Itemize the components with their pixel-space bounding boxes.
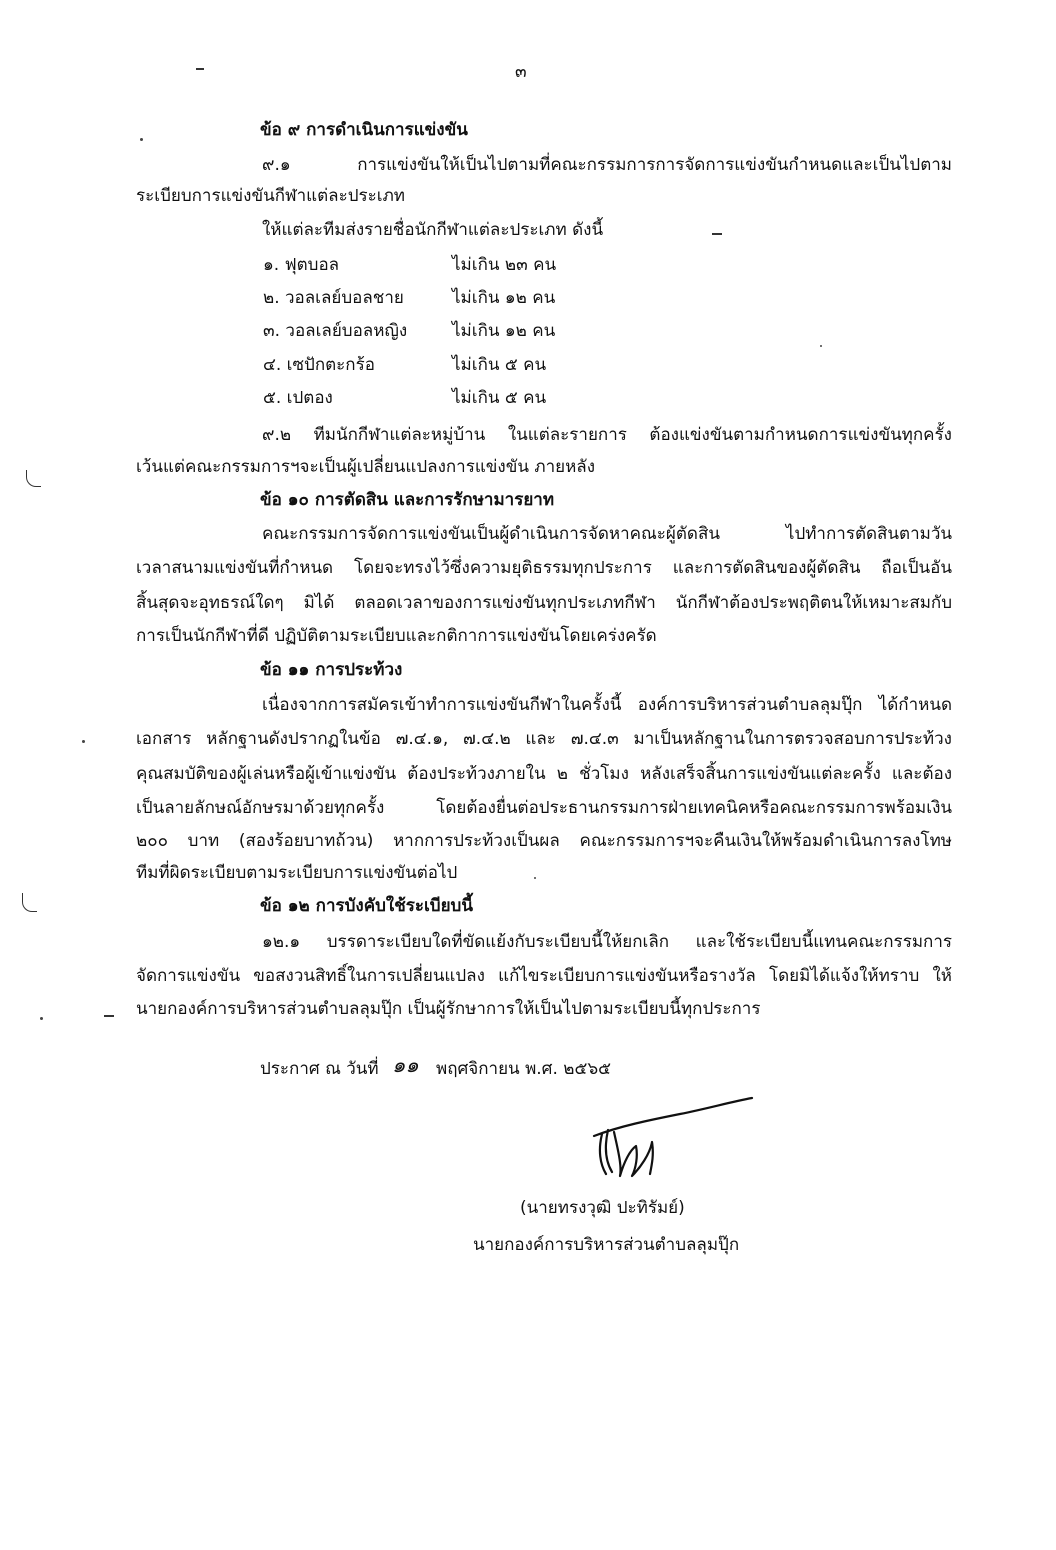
signatory-position: นายกองค์การบริหารส่วนตำบลลุมปุ๊ก	[473, 1235, 740, 1255]
s11-line4: เป็นลายลักษณ์อักษรมาด้วยทุกครั้ง โดยต้องยื่นต่อประธานกรรมการฝ่ายเทคนิคหรือคณะกรรมการพร้อมเงิน	[136, 798, 952, 818]
sport-limit: ไม่เกิน ๕ คน	[452, 388, 547, 408]
sport-name: ๓. วอลเลย์บอลหญิง	[263, 321, 408, 341]
s10-line1: คณะกรรมการจัดการแข่งขันเป็นผู้ดำเนินการจัดหาคณะผู้ตัดสิน ไปทำการตัดสินตามวัน	[262, 524, 952, 544]
scan-mark	[26, 470, 41, 487]
scan-speck	[40, 1017, 43, 1020]
section-10-heading: ข้อ ๑๐ การตัดสิน และการรักษามารยาท	[260, 490, 555, 510]
announce-prefix: ประกาศ ณ วันที่	[260, 1059, 379, 1079]
s12-line3: นายกองค์การบริหารส่วนตำบลลุมปุ๊ก เป็นผู้รักษาการให้เป็นไปตามระเบียบนี้ทุกประการ	[136, 999, 761, 1019]
s11-line5: ๒๐๐ บาท (สองร้อยบาทถ้วน) หากการประท้วงเป็นผล คณะกรรมการฯจะคืนเงินให้พร้อมดำเนินการลงโทษ	[136, 831, 952, 851]
s9-p1-line2: ระเบียบการแข่งขันกีฬาแต่ละประเภท	[136, 186, 405, 206]
scan-speck	[82, 740, 85, 743]
sport-limit: ไม่เกิน ๑๒ คน	[452, 288, 556, 308]
s11-line2: เอกสาร หลักฐานดังปรากฏในข้อ ๗.๔.๑, ๗.๔.๒ และ ๗.๔.๓ มาเป็นหลักฐานในการตรวจสอบการประท้วง	[136, 729, 952, 749]
scan-mark	[712, 233, 722, 235]
sport-limit: ไม่เกิน ๕ คน	[452, 355, 547, 375]
s9-p2-line1: ๙.๒ ทีมนักกีฬาแต่ละหมู่บ้าน ในแต่ละรายการ ต้องแข่งขันตามกำหนดการแข่งขันทุกครั้ง	[262, 425, 952, 445]
sport-limit: ไม่เกิน ๒๓ คน	[452, 255, 557, 275]
s11-line3: คุณสมบัติของผู้เล่นหรือผู้เข้าแข่งขัน ต้องประท้วงภายใน ๒ ชั่วโมง หลังเสร็จสิ้นการแข่งขันแต่ละครั้ง และต้อง	[136, 764, 952, 784]
scan-speck	[140, 138, 143, 141]
s10-line3: สิ้นสุดจะอุทธรณ์ใดๆ มิได้ ตลอดเวลาของการแข่งขันทุกประเภทกีฬา นักกีฬาต้องประพฤติตนให้เหมาะสมกับ	[136, 593, 952, 613]
s10-line2: เวลาสนามแข่งขันที่กำหนด โดยจะทรงไว้ซึ่งความยุติธรรมทุกประการ และการตัดสินของผู้ตัดสิน ถือเป็นอัน	[136, 558, 952, 578]
signature-mark	[580, 1090, 770, 1190]
scan-mark	[196, 68, 204, 70]
sport-name: ๑. ฟุตบอล	[263, 255, 340, 275]
s9-p2-line2: เว้นแต่คณะกรรมการฯจะเป็นผู้เปลี่ยนแปลงการแข่งขัน ภายหลัง	[136, 457, 595, 477]
scan-mark	[104, 1015, 114, 1017]
sport-name: ๕. เปตอง	[263, 388, 333, 408]
section-9-heading: ข้อ ๙ การดำเนินการแข่งขัน	[260, 120, 468, 140]
sport-name: ๒. วอลเลย์บอลชาย	[263, 288, 404, 308]
s11-line6: ทีมที่ผิดระเบียบตามระเบียบการแข่งขันต่อไป	[136, 863, 458, 883]
scan-speck	[820, 345, 822, 347]
announce-date-suffix: พฤศจิกายน พ.ศ. ๒๕๖๕	[436, 1059, 612, 1079]
signatory-name: (นายทรงวุฒิ ปะทิรัมย์)	[520, 1198, 685, 1218]
s10-line4: การเป็นนักกีฬาที่ดี ปฏิบัติตามระเบียบและกติกาการแข่งขันโดยเคร่งครัด	[136, 626, 657, 646]
section-11-heading: ข้อ ๑๑ การประท้วง	[260, 660, 403, 680]
s12-line1: ๑๒.๑ บรรดาระเบียบใดที่ขัดแย้งกับระเบียบนี้ให้ยกเลิก และใช้ระเบียบนี้แทนคณะกรรมการ	[262, 932, 952, 952]
s9-p1-line1: ๙.๑ การแข่งขันให้เป็นไปตามที่คณะกรรมการการจัดการแข่งขันกำหนดและเป็นไปตาม	[262, 155, 952, 175]
page-number: ๓	[515, 62, 527, 82]
sport-limit: ไม่เกิน ๑๒ คน	[452, 321, 556, 341]
sport-name: ๔. เซปักตะกร้อ	[263, 355, 375, 375]
scan-speck	[534, 877, 536, 879]
scan-mark	[22, 893, 37, 912]
section-12-heading: ข้อ ๑๒ การบังคับใช้ระเบียบนี้	[260, 896, 473, 916]
s9-p1-line3: ให้แต่ละทีมส่งรายชื่อนักกีฬาแต่ละประเภท ดังนี้	[262, 220, 604, 240]
s12-line2: จัดการแข่งขัน ขอสงวนสิทธิ์ในการเปลี่ยนแปลง แก้ไขระเบียบการแข่งขันหรือรางวัล โดยมิได้แจ้งให้ทราบ ให้	[136, 966, 952, 986]
s11-line1: เนื่องจากการสมัครเข้าทำการแข่งขันกีฬาในครั้งนี้ องค์การบริหารส่วนตำบลลุมปุ๊ก ได้กำหนด	[262, 695, 952, 715]
announce-day-handwritten: ๑๑	[392, 1053, 419, 1077]
